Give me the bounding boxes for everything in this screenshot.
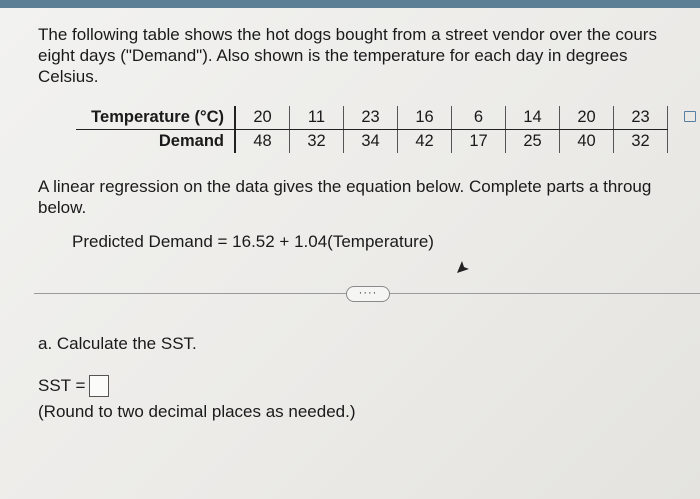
regression-line-2: below. [38,198,87,217]
regression-line-1: A linear regression on the data gives the equation below. Complete parts a throug [38,177,652,196]
regression-intro [38,176,700,218]
temperature-cell: 14 [506,106,560,130]
demand-cell: 32 [614,130,668,154]
temperature-cell: 20 [560,106,614,130]
part-a-title: a. Calculate the SST. [38,334,197,353]
regression-equation: Predicted Demand = 16.52 + 1.04(Temperature) [72,232,434,251]
expand-more-button[interactable]: ···· [346,286,390,302]
temperature-row [76,106,668,130]
problem-intro [38,24,700,87]
sst-label: SST = [38,376,86,395]
temperature-cell: 23 [614,106,668,130]
temperature-cell: 23 [344,106,398,130]
demand-cell: 32 [290,130,344,154]
demand-cell: 48 [253,132,272,150]
copy-icon[interactable] [684,111,696,122]
top-bar [0,0,700,8]
intro-line-2: eight days ("Demand"). Also shown is the temperature for each day in degrees [38,46,628,65]
demand-cell: 40 [560,130,614,154]
intro-line-3: Celsius. [38,67,99,86]
data-table [76,106,668,153]
temperature-cell: 16 [398,106,452,130]
demand-cell: 34 [344,130,398,154]
rounding-instruction: (Round to two decimal places as needed.) [38,402,356,421]
demand-row [76,130,668,154]
demand-cell: 25 [506,130,560,154]
demand-cell: 17 [452,130,506,154]
demand-header: Demand [76,130,235,154]
intro-line-1: The following table shows the hot dogs bought from a street vendor over the cours [38,25,657,44]
temperature-cell: 20 [235,106,290,130]
temperature-header: Temperature (°C) [76,106,235,130]
sst-answer-input[interactable] [89,375,109,397]
sst-answer-row [38,375,109,397]
demand-cell: 42 [398,130,452,154]
mouse-pointer-icon [456,260,470,274]
temperature-cell: 11 [290,106,344,130]
temperature-cell: 6 [452,106,506,130]
